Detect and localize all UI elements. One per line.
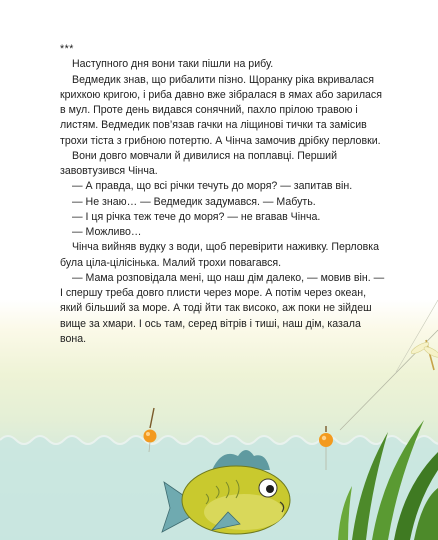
- paragraph-3: Вони довго мовчали й дивилися на поплавці. Перший завовтузився Чінча.: [60, 149, 337, 177]
- paragraph-1: Наступного дня вони таки пішли на рибу.: [72, 58, 274, 71]
- paragraph-8: Чінча вийняв вудку з води, щоб перевірити наживку. Перловка була ціла-цілісінька. Малий трохи повагався.: [60, 241, 379, 269]
- dialogue-line-1: — А правда, що всі річки течуть до моря? — запитав він.: [72, 180, 353, 193]
- section-separator: ***: [60, 43, 74, 55]
- dialogue-line-2: — Не знаю… — Ведмедик задумався. — Мабуть.: [72, 195, 316, 208]
- paragraph-2: Ведмедик знав, що рибалити пізно. Щоранку ріка вкривалася крихкою кригою, і риба давно вже зібралася в ямах або зарилася в мул. Проте день видався сонячний, пахло прілою травою і листям. Ведмедик пов’язав гачки на ліщинові тички та замісив трохи тіста з грибною потертю. А Чінча замочив дрібку перловки.: [60, 73, 382, 147]
- dialogue-line-3: — І ця річка теж тече до моря? — не вгавав Чінча.: [72, 210, 321, 223]
- dialogue-line-4: — Можливо…: [72, 226, 142, 238]
- paragraph-9: — Мама розповідала мені, що наш дім далеко, — мовив він. — І спершу треба довго плисти через море. А потім через океан, який більший за море. А тоді йти так високо, аж поки не зійдеш вище за хмари. І ось там, серед вітрів і тиші, наш дім, казала вона.: [60, 271, 385, 345]
- dragonfly-icon: [410, 340, 438, 370]
